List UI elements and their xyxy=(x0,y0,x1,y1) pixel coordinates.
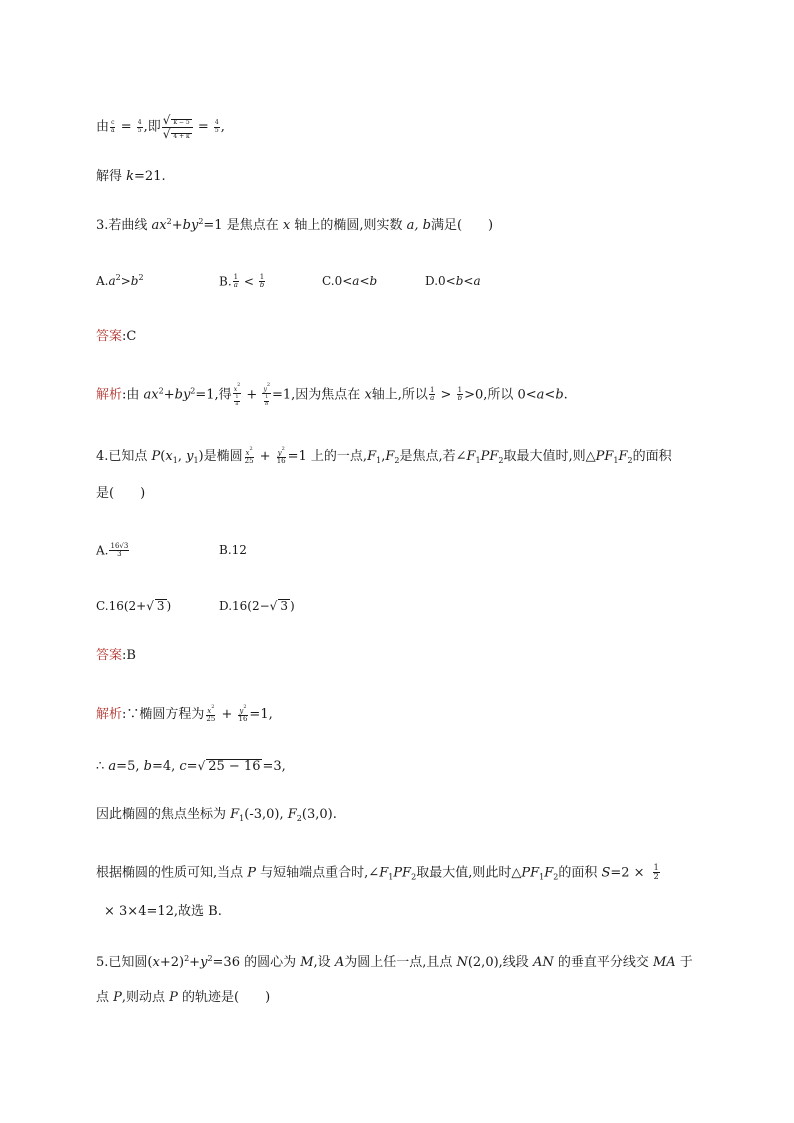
option-a: A. $\frac{16√3}{3}$ xyxy=(96,542,129,559)
solution-line-ratio: 由 $\frac{c}{a}$ = $\frac{4}{5}$ ,即 $\frac{√ k - 5}{√ 4 + k}$ = $\frac{4}{5}$ , xyxy=(96,113,225,141)
fraction-sqrt: $\frac{√ k - 5}{√ 4 + k}$ xyxy=(162,114,193,140)
option-b: B.12 xyxy=(219,543,247,558)
question-3-options xyxy=(96,274,481,290)
solution-label: 解析 xyxy=(96,706,123,722)
question-4-stem-line1: 4.已知点 $P(x_1$, $y_1$)是椭圆 $\frac{x^2}{25}$ + $\frac{y^2}{16}$ =1 上的一点$,F_1,F_2$是焦点,若$\angle F_1PF_2$取最大值时,则$\triangle PF_1F_2$的面积 xyxy=(96,446,672,466)
fraction-y2-over-1b: $\frac{y^2}{\frac{1}{b}}$ xyxy=(263,382,271,407)
question-4-solution-line5: × 3×4=12,故选 B. xyxy=(104,904,222,919)
option-c: C.0<a<b xyxy=(322,274,378,289)
answer-value: :B xyxy=(122,648,136,663)
question-5-stem-line2: 点 P,则动点 P 的轨迹是( ) xyxy=(96,990,271,1005)
question-4-solution-line2: ∴ a=5, b=4, c=√ 25 − 16 =3, xyxy=(96,759,286,774)
question-4-options-row1 xyxy=(96,543,247,559)
option-c: C.16(2+√ 3 ) xyxy=(96,599,172,613)
answer-label: 答案 xyxy=(96,329,123,344)
answer-label: 答案 xyxy=(96,648,123,663)
question-4-stem-line2: 是( ) xyxy=(96,486,146,501)
question-4-solution-line4: 根据椭圆的性质可知,当点 P 与短轴端点重合时$,\angle F_1PF_2$取最大值,则此时$\triangle PF_1F_2$的面积 S=2 × $\frac{1}{2}$ xyxy=(96,863,659,882)
text: 由 xyxy=(96,119,110,135)
option-d: D.0<b<a xyxy=(425,274,481,289)
option-a: $A.a^2>b^2$ xyxy=(96,273,144,289)
fraction-x2-over-1a: $\frac{x^2}{\frac{1}{a}}$ xyxy=(233,382,241,407)
question-4-solution-line1: 解析:∵椭圆方程为 $\frac{x^2}{25}$ + $\frac{y^2}{16}$ =1, xyxy=(96,704,273,724)
solution-label: 解析 xyxy=(96,387,123,403)
fraction-c-over-a: $\frac{c}{a}$ xyxy=(111,119,115,134)
question-4-solution-line3: 因此椭圆的焦点坐标为 $F_1(-3,0)$, $F_2(3,0)$. xyxy=(96,807,337,823)
question-4-answer xyxy=(96,649,136,662)
option-d: D.16(2−√ 3 ) xyxy=(219,599,295,613)
question-3-answer xyxy=(96,330,136,343)
question-3-stem: 3.若曲线 $ax^2+by^2=1$ 是焦点在 x 轴上的椭圆,则实数 a, b满足( ) xyxy=(96,217,494,233)
answer-value: :C xyxy=(122,329,137,344)
fraction-x2-over-25: $\frac{x^2}{25}$ xyxy=(244,446,254,466)
fraction-4-5: $\frac{4}{5}$ xyxy=(137,119,142,134)
question-5-stem-line1: 5.已知圆$(x+2)^2+y^2=36$ 的圆心为 M,设 A为圆上任一点,且点 N(2,0),线段 AN 的垂直平分线交 MA 于 xyxy=(96,954,693,970)
fraction-4-5b: $\frac{4}{5}$ xyxy=(214,119,219,134)
solution-result: 解得 k=21. xyxy=(96,169,166,184)
option-b: B. $\frac{1}{a}$ < $\frac{1}{b}$ xyxy=(219,273,265,290)
question-3-solution: 解析:由 $ax^2+by^2=1$,得 $\frac{x^2}{\frac{1}{a}}$ + $\frac{y^2}{\frac{1}{b}}$ =1,因为焦点在 x轴上,所以 $\frac{1}{a}$ > $\frac{1}{b}$ >0,所以 0<a<b. xyxy=(96,382,568,407)
fraction-y2-over-16: $\frac{y^2}{16}$ xyxy=(276,446,286,466)
question-4-options-row2 xyxy=(96,599,295,612)
